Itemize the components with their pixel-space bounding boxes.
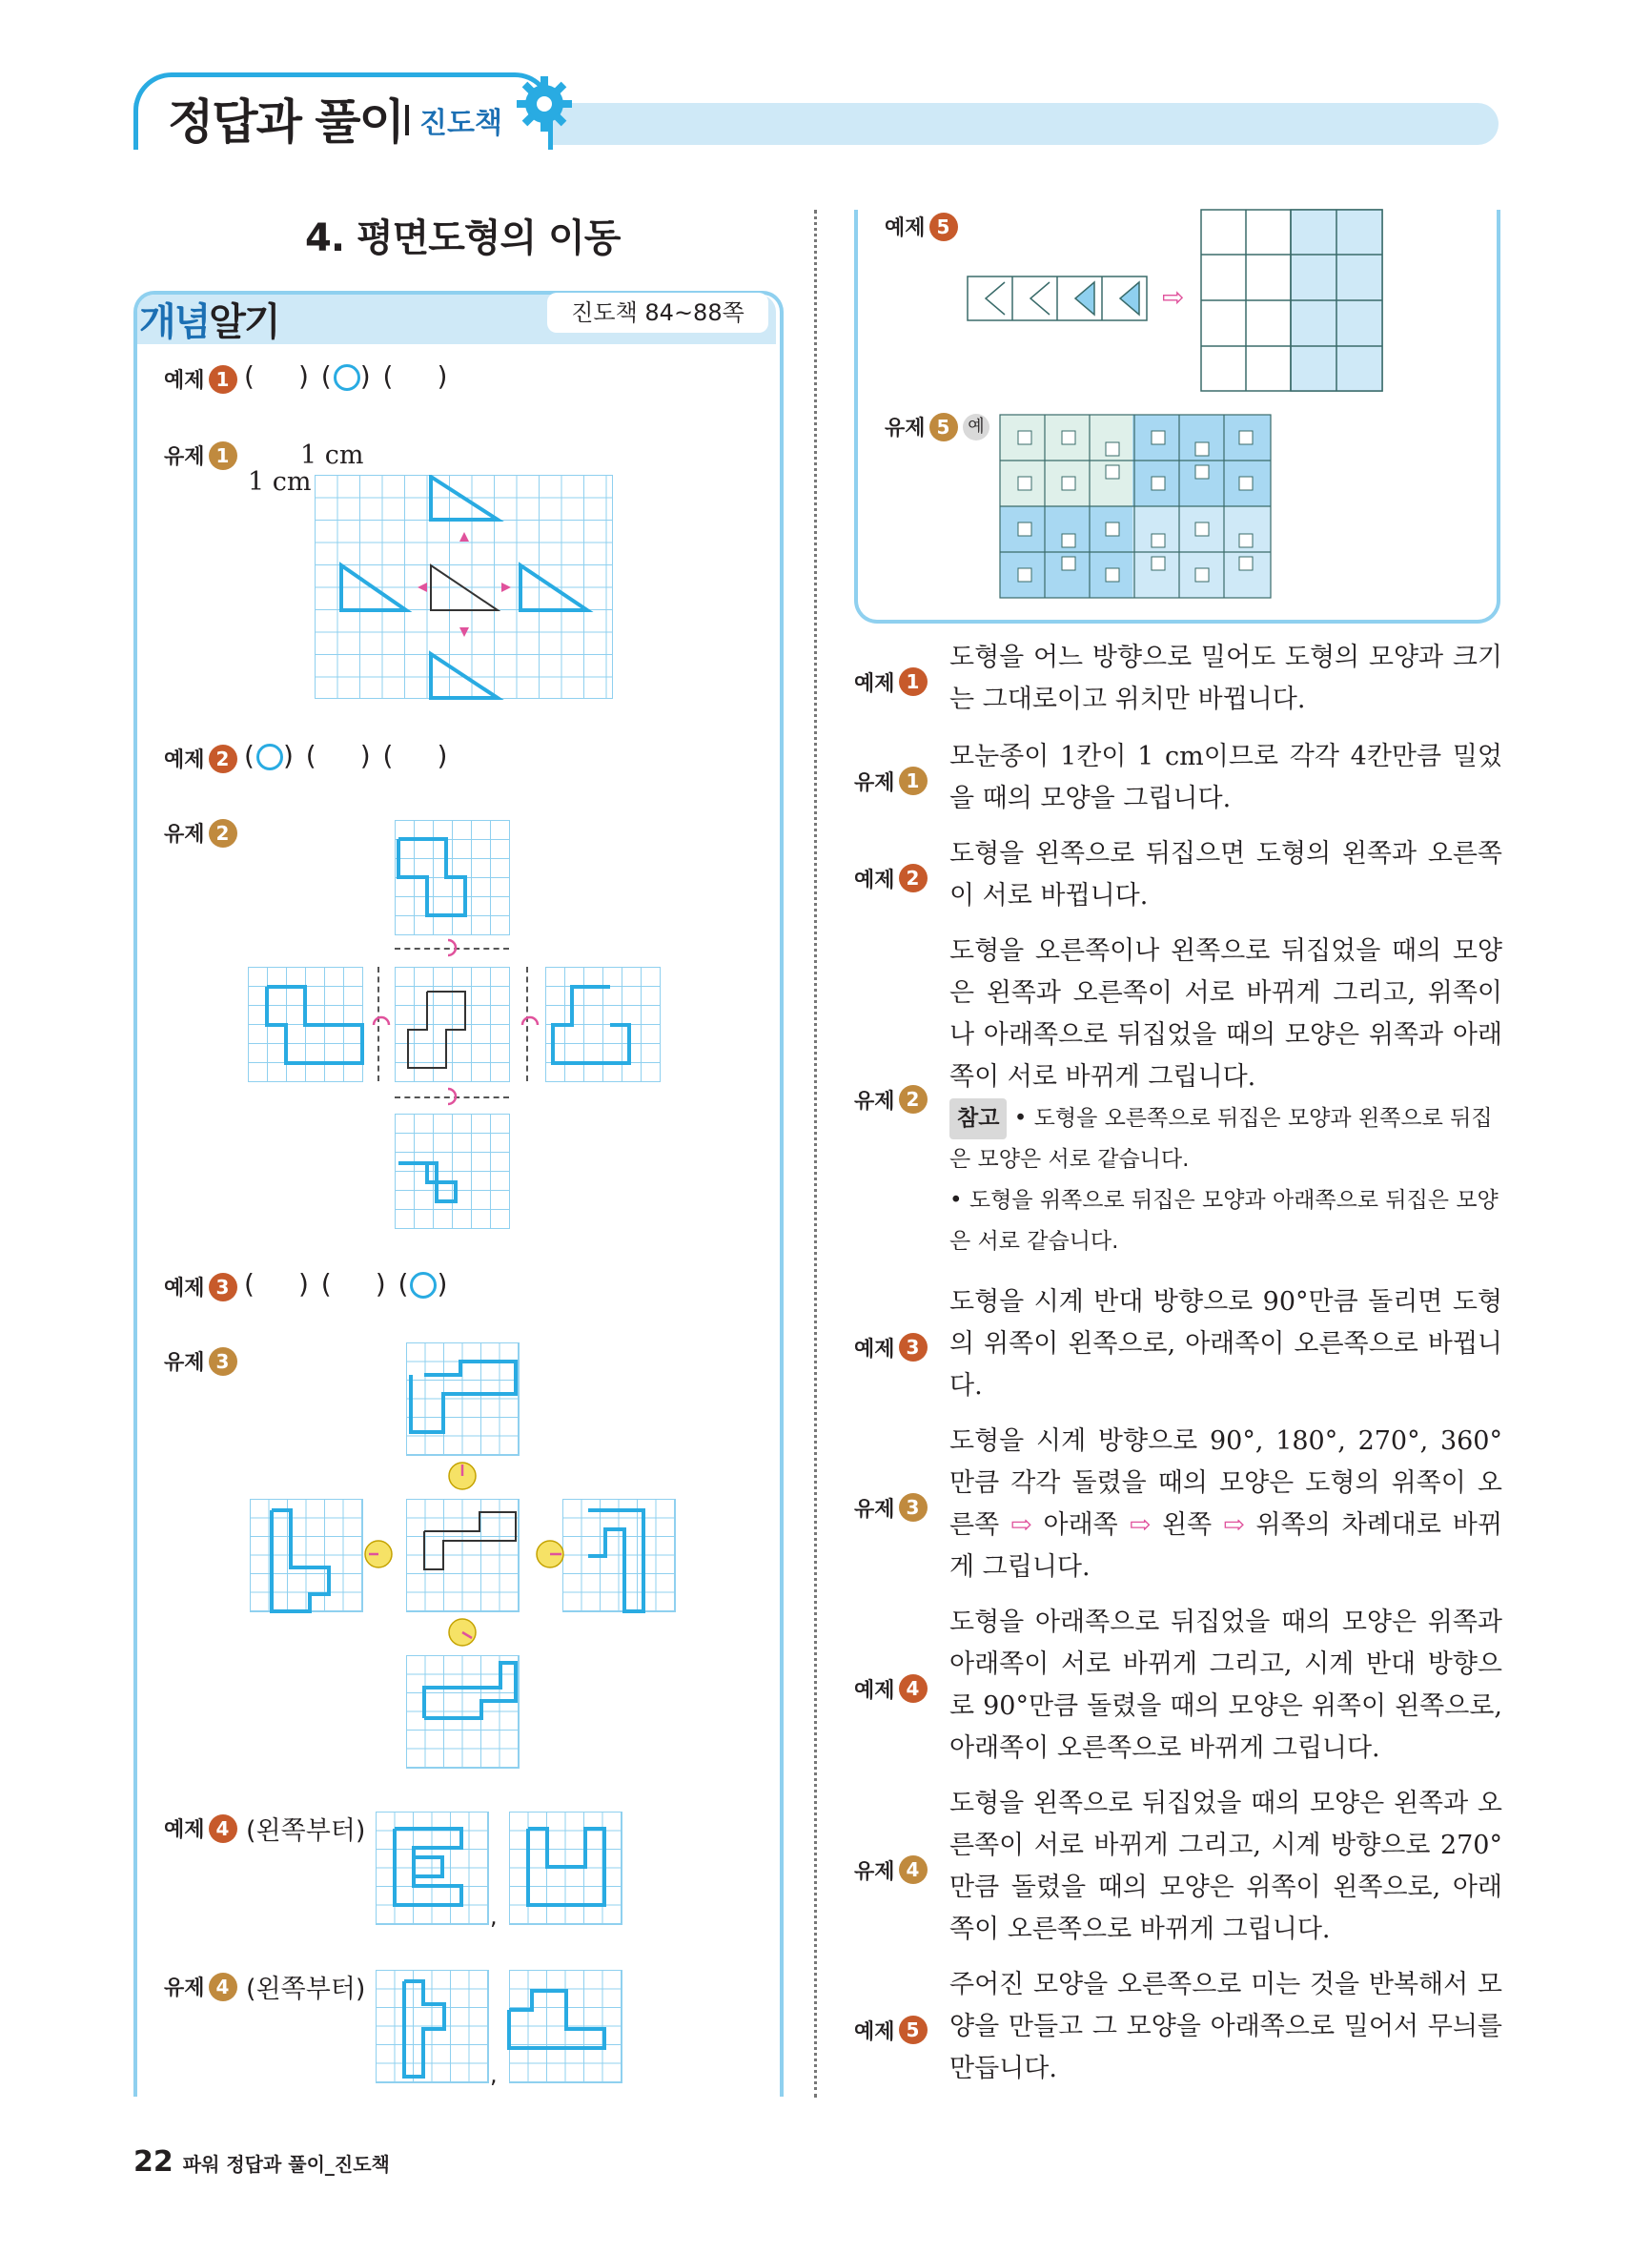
example-1-answer: ( ) ( ) ( ) [244,360,450,392]
arrow-right-icon: ⇨ [1129,1510,1152,1540]
explanation-ex4: 예제 4 도형을 아래쪽으로 뒤집었을 때의 모양은 위쪽과 아래쪽이 서로 바뀌게 그리고, 시계 반대 방향으로 90°만큼 돌렸을 때의 모양은 위쪽이 왼쪽으로, 아래쪽이 오른쪽으로 바뀌게 그립니다. [854,1608,1502,1763]
header-subtitle: 진도책 [419,107,502,140]
column-divider [814,210,817,2098]
practice-4-figure [376,1970,623,2084]
example-3-label: 예제 3 [164,1272,237,1301]
svg-text:⇨: ⇨ [1162,281,1185,313]
explanation-ex5: 예제 5 주어진 모양을 오른쪽으로 미는 것을 반복해서 모양을 만들고 그 모양을 아래쪽으로 밀어서 무늬를 만듭니다. [854,1970,1502,2083]
example-4-note: (왼쪽부터) [246,1816,366,1846]
practice-1-label: 유제 1 [164,440,237,470]
book-title: 파워 정답과 풀이_진도책 [182,2153,390,2176]
unit-label-vertical: 1 cm [248,467,312,497]
explanation-ex1: 예제 1 도형을 어느 방향으로 밀어도 도형의 모양과 크기는 그대로이고 위치만 바뀝니다. [854,643,1502,714]
practice-4-note: (왼쪽부터) [246,1975,366,2004]
practice-5-tiling [999,414,1272,599]
practice-3-label: 유제 3 [164,1346,237,1376]
explanations [854,637,1502,2105]
practice-3-figure [243,1335,682,1773]
explanation-pr1: 유제 1 모눈종이 1칸이 1 cm이므로 각각 4칸만큼 밀었을 때의 모양을 그립니다. [854,742,1502,813]
practice-2-label: 유제 2 [164,818,237,848]
example-badge: 예 [963,414,989,440]
example-1-label: 예제 1 [164,364,237,394]
circle-mark-icon [334,364,360,391]
unit-label-horizontal: 1 cm [300,440,364,470]
comma-separator: , [490,1903,498,1930]
arrow-right-icon: ⇨ [1010,1510,1032,1540]
explanation-ex2: 예제 2 도형을 왼쪽으로 뒤집으면 도형의 왼쪽과 오른쪽이 서로 바뀝니다. [854,839,1502,911]
page-number: 22 [133,2145,173,2179]
header-separator [405,105,409,135]
arrow-right-icon: ⇨ [1223,1510,1245,1540]
concept-title: 개념알기 [139,300,279,344]
example-5-label-panel: 예제 5 [885,212,958,241]
explanation-pr4: 유제 4 도형을 왼쪽으로 뒤집었을 때의 모양은 왼쪽과 오른쪽이 서로 바뀌게 그리고, 시계 방향으로 270°만큼 돌렸을 때의 모양은 위쪽이 왼쪽으로, 아래쪽이 오른쪽으로 바뀌게 그립니다. [854,1789,1502,1944]
header-title: 정답과 풀이 [168,94,403,150]
example-4-figure [376,1812,623,1926]
practice-1-figure [315,475,614,700]
example-2-answer: ( ) ( ) ( ) [244,740,450,771]
chapter-title: 4. 평면도형의 이동 [305,216,621,260]
explanation-pr3: 유제 3 도형을 시계 방향으로 90°, 180°, 270°, 360°만큼 각각 돌렸을 때의 모양은 도형의 위쪽이 오른쪽 ⇨ 아래쪽 ⇨ 왼쪽 ⇨ 위쪽의 차례대로 바뀌게 그립니다. [854,1426,1502,1582]
practice-4-label: 유제 4 [164,1972,237,2001]
example-2-label: 예제 2 [164,744,237,773]
reference-note: 참고 • 도형을 오른쪽으로 뒤집은 모양과 왼쪽으로 뒤집은 모양은 서로 같습니다. [949,1098,1502,1180]
gear-icon [515,74,574,133]
footer [133,2145,390,2179]
circle-mark-icon [256,744,283,770]
circle-mark-icon [410,1272,437,1299]
explanation-ex3: 예제 3 도형을 시계 반대 방향으로 90°만큼 돌리면 도형의 위쪽이 왼쪽으로, 아래쪽이 오른쪽으로 바뀝니다. [854,1287,1502,1401]
example-5-pattern [967,208,1386,395]
page-reference: 진도책 84~88쪽 [547,293,768,333]
practice-5-label-panel: 유제 5 [885,412,958,441]
practice-2-figure [238,810,677,1239]
explanation-pr2: 유제 2 도형을 오른쪽이나 왼쪽으로 뒤집었을 때의 모양은 왼쪽과 오른쪽이 서로 바뀌게 그리고, 위쪽이나 아래쪽으로 뒤집었을 때의 모양은 위쪽과 아래쪽이 서로 바뀌게 그립니다. 참고 • 도형을 오른쪽으로 뒤집은 모양과 왼쪽으로 뒤집은 모양은 서로 같습니다. • 도형을 위쪽으로 뒤집은 모양과 아래쪽으로 뒤집은 모양은 서로 같습니다. [854,936,1502,1254]
example-4-label: 예제 4 [164,1813,237,1843]
example-3-answer: ( ) ( ) ( ) [244,1268,450,1300]
comma-separator: , [490,2061,498,2088]
